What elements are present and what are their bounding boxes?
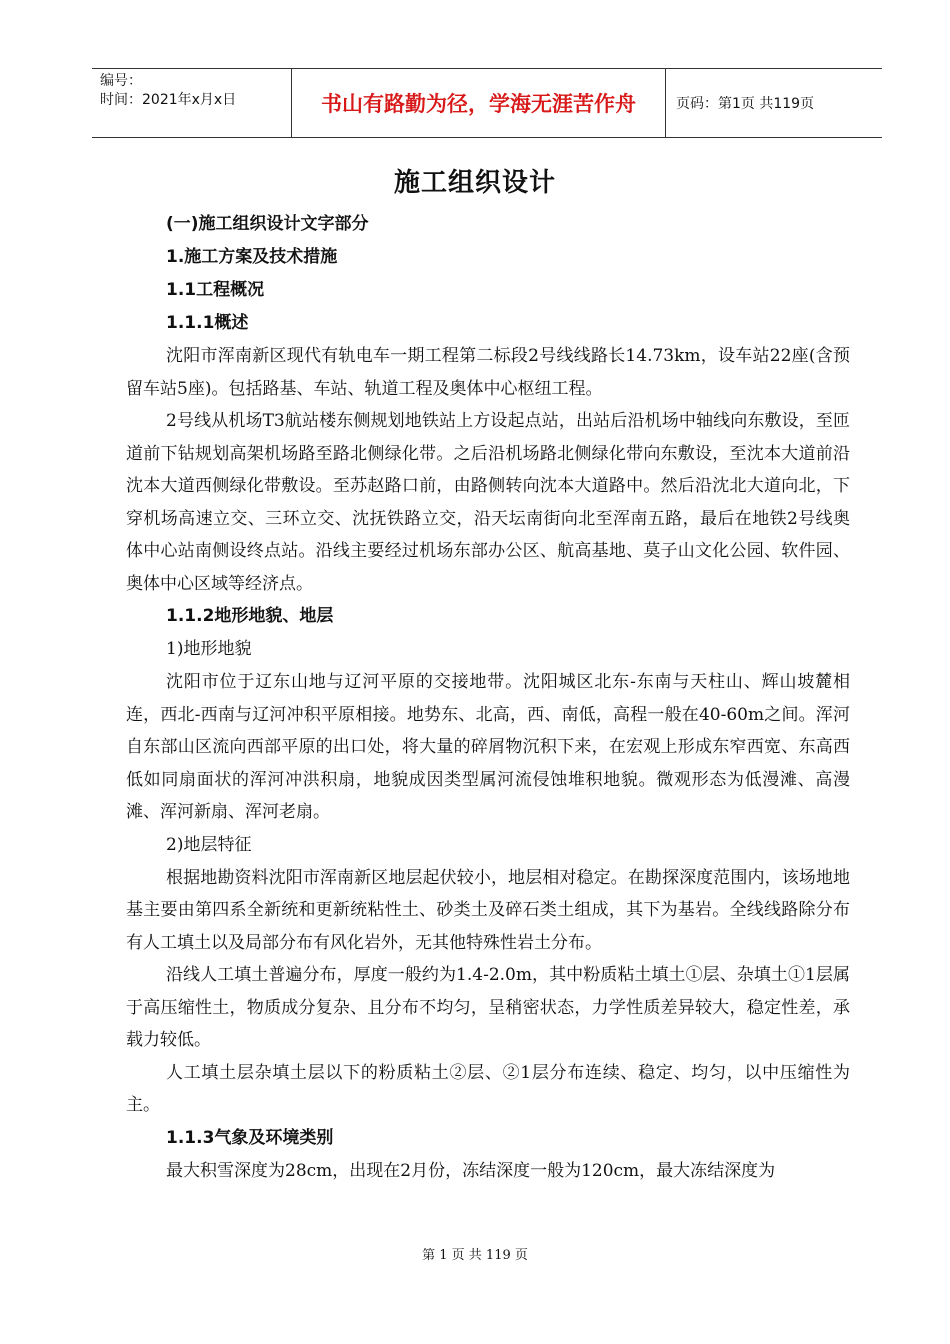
subsection-label: 2)地层特征: [166, 834, 252, 855]
paragraph: 根据地勘资料沈阳市浑南新区地层起伏较小，地层相对稳定。在勘探深度范围内，该场地地基主要由第四系全新统和更新统粘性土、砂类土及碎石类土组成，其下为基岩。全线线路除分布有人工填土以及局部分布有风化岩外，无其他特殊性岩土分布。: [126, 867, 850, 953]
section-heading: 1.1.3气象及环境类别: [166, 1127, 334, 1148]
page-footer: 第 1 页 共 119 页: [422, 1248, 528, 1263]
paragraph: 沈阳市位于辽东山地与辽河平原的交接地带。沈阳城区北东-东南与天柱山、辉山坡麓相连，西北-西南与辽河冲积平原相接。地势东、北高，西、南低，高程一般在40-60m之间。浑河自东部山区流向西部平原的出口处，将大量的碎屑物沉积下来，在宏观上形成东窄西宽、东高西低如同扇面状的浑河冲洪积扇，地貌成因类型属河流侵蚀堆积地貌。微观形态为低漫滩、高漫滩、浑河新扇、浑河老扇。: [126, 672, 850, 822]
header-meta: [92, 69, 292, 137]
document-title: 施工组织设计: [393, 168, 556, 198]
section-heading: 1.1.1概述: [166, 313, 249, 333]
paragraph: 最大积雪深度为28cm，出现在2月份，冻结深度一般为120cm，最大冻结深度为: [166, 1160, 776, 1181]
paragraph: 2号线从机场T3航站楼东侧规划地铁站上方设起点站，出站后沿机场中轴线向东敷设，至匝道前下钻规划高架机场路至路北侧绿化带。之后沿机场路北侧绿化带向东敷设，至沈本大道前沿沈本大道西侧绿化带敷设。至苏赵路口前，由路侧转向沈本大道路中。然后沿沈北大道向北，下穿机场高速立交、三环立交、沈抚铁路立交，沿天坛南街向北至浑南五路，最后在地铁2号线奥体中心站南侧设终点站。沿线主要经过机场东部办公区、航高基地、莫子山文化公园、软件园、奥体中心区域等经济点。: [126, 411, 850, 594]
section-heading: (一)施工组织设计文字部分: [166, 214, 369, 234]
header-motto: 书山有路勤为径，学海无涯苦作舟: [292, 69, 666, 137]
document-time-label: 时间：2021年x月x日: [100, 92, 237, 108]
subsection-label: 1)地形地貌: [166, 639, 252, 659]
paragraph: 沈阳市浑南新区现代有轨电车一期工程第二标段2号线线路长14.73km，设车站22座(含预留车站5座)。包括路基、车站、轨道工程及奥体中心枢纽工程。: [126, 346, 850, 399]
paragraph: 人工填土层杂填土层以下的粉质粘土②层、②1层分布连续、稳定、均匀，以中压缩性为主。: [126, 1062, 850, 1115]
page-header: [92, 68, 882, 138]
document-number-label: 编号：: [100, 73, 142, 89]
section-heading: 1.1工程概况: [166, 280, 265, 300]
paragraph: 沿线人工填土普遍分布，厚度一般约为1.4-2.0m，其中粉质粘土填土①层、杂填土①1层属于高压缩性土，物质成分复杂、且分布不均匀，呈稍密状态，力学性质差异较大，稳定性差，承载力较低。: [126, 965, 850, 1050]
section-heading: 1.1.2地形地貌、地层: [166, 606, 334, 626]
document-body: [126, 208, 850, 1187]
header-page-info: 页码：第1页 共119页: [676, 96, 815, 112]
section-heading: 1.施工方案及技术措施: [166, 247, 338, 267]
